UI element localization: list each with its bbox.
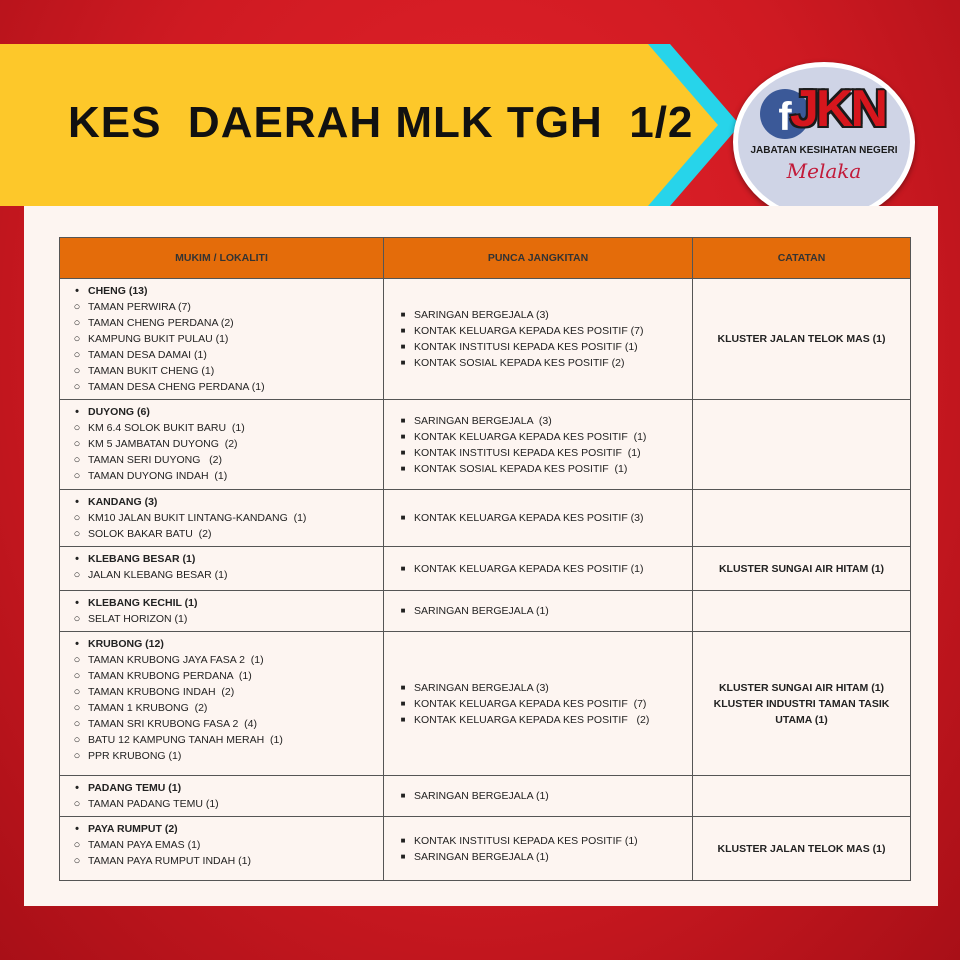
cell-punca-jangkitan — [384, 279, 693, 400]
catatan-note: KLUSTER JALAN TELOK MAS (1) — [717, 842, 886, 855]
circle-bullet-icon: ○ — [73, 702, 81, 714]
locality-list — [66, 551, 377, 583]
circle-bullet-icon: ○ — [73, 317, 81, 329]
header-catatan: CATATAN — [693, 238, 911, 279]
square-bullet-icon: ■ — [400, 714, 406, 724]
mukim-name-text: KLEBANG BESAR (1) — [88, 553, 196, 565]
table-row — [60, 632, 911, 776]
locality-item — [66, 299, 377, 315]
locality-item — [66, 420, 377, 436]
punca-item-text: SARINGAN BERGEJALA (3) — [414, 414, 552, 427]
cell-catatan — [693, 591, 911, 632]
locality-item-text: TAMAN DESA CHENG PERDANA (1) — [88, 381, 265, 393]
mukim-name-text: KLEBANG KECHIL (1) — [88, 597, 198, 609]
bullet-icon: • — [75, 285, 79, 297]
locality-item — [66, 363, 377, 379]
locality-item — [66, 684, 377, 700]
table-row — [60, 776, 911, 817]
cell-catatan — [693, 817, 911, 881]
locality-item-text: TAMAN PADANG TEMU (1) — [88, 798, 219, 810]
locality-item-text: TAMAN SERI DUYONG (2) — [88, 454, 222, 466]
square-bullet-icon: ■ — [400, 415, 406, 425]
punca-item — [392, 696, 684, 712]
locality-item-text: TAMAN KRUBONG JAYA FASA 2 (1) — [88, 654, 264, 666]
punca-list — [392, 833, 684, 865]
locality-item-text: KM 6.4 SOLOK BUKIT BARU (1) — [88, 422, 245, 434]
punca-item — [392, 510, 684, 526]
locality-item — [66, 347, 377, 363]
cell-mukim-lokaliti — [60, 490, 384, 547]
punca-item — [392, 561, 684, 577]
cell-punca-jangkitan — [384, 400, 693, 490]
locality-item — [66, 668, 377, 684]
table-row — [60, 547, 911, 591]
table-row — [60, 591, 911, 632]
punca-item-text: SARINGAN BERGEJALA (1) — [414, 605, 549, 617]
cell-catatan — [693, 490, 911, 547]
cell-punca-jangkitan — [384, 817, 693, 881]
circle-bullet-icon: ○ — [73, 670, 81, 682]
locality-item — [66, 315, 377, 331]
locality-item-text: KM10 JALAN BUKIT LINTANG-KANDANG (1) — [88, 512, 307, 524]
catatan-note: KLUSTER SUNGAI AIR HITAM (1) — [718, 562, 885, 575]
cases-table — [59, 237, 911, 881]
cell-punca-jangkitan — [384, 591, 693, 632]
square-bullet-icon: ■ — [400, 447, 406, 457]
mukim-name-text: KANDANG (3) — [88, 496, 158, 508]
square-bullet-icon: ■ — [400, 513, 406, 522]
mukim-name — [66, 821, 377, 837]
mukim-name — [66, 551, 377, 567]
circle-bullet-icon: ○ — [73, 686, 81, 698]
punca-item — [392, 849, 684, 865]
punca-item — [392, 788, 684, 804]
circle-bullet-icon: ○ — [73, 798, 81, 810]
locality-item — [66, 796, 377, 812]
bullet-icon: • — [75, 406, 79, 418]
locality-item — [66, 331, 377, 347]
locality-list — [66, 595, 377, 627]
mukim-name — [66, 283, 377, 299]
circle-bullet-icon: ○ — [73, 470, 81, 482]
circle-bullet-icon: ○ — [73, 301, 81, 313]
mukim-name — [66, 404, 377, 420]
locality-list — [66, 821, 377, 869]
locality-item — [66, 436, 377, 452]
bullet-icon: • — [75, 496, 79, 508]
locality-item-text: TAMAN KRUBONG PERDANA (1) — [88, 670, 252, 682]
locality-item — [66, 716, 377, 732]
locality-item — [66, 853, 377, 869]
cell-catatan — [693, 776, 911, 817]
locality-item — [66, 748, 377, 764]
locality-item-text: TAMAN DESA DAMAI (1) — [88, 349, 207, 361]
cell-catatan — [693, 547, 911, 591]
mukim-name — [66, 595, 377, 611]
punca-item — [392, 603, 684, 619]
locality-item — [66, 611, 377, 627]
header-punca: PUNCA JANGKITAN — [384, 238, 693, 279]
circle-bullet-icon: ○ — [73, 438, 81, 450]
punca-item-text: KONTAK INSTITUSI KEPADA KES POSITIF (1) — [414, 446, 641, 459]
cell-punca-jangkitan — [384, 632, 693, 776]
punca-item — [392, 307, 684, 323]
circle-bullet-icon: ○ — [73, 528, 81, 540]
punca-item-text: SARINGAN BERGEJALA (3) — [414, 681, 549, 694]
circle-bullet-icon: ○ — [73, 333, 81, 345]
cell-mukim-lokaliti — [60, 776, 384, 817]
square-bullet-icon: ■ — [400, 682, 406, 692]
punca-item-text: KONTAK KELUARGA KEPADA KES POSITIF (3) — [414, 512, 644, 524]
locality-item-text: SELAT HORIZON (1) — [88, 613, 188, 625]
cell-punca-jangkitan — [384, 547, 693, 591]
cell-mukim-lokaliti — [60, 279, 384, 400]
locality-item-text: TAMAN BUKIT CHENG (1) — [88, 365, 215, 377]
mukim-name-text: PADANG TEMU (1) — [88, 782, 182, 794]
circle-bullet-icon: ○ — [73, 422, 81, 434]
mukim-name-text: DUYONG (6) — [88, 406, 150, 418]
punca-item-text: KONTAK KELUARGA KEPADA KES POSITIF (7) — [414, 697, 647, 710]
locality-item — [66, 652, 377, 668]
punca-item — [392, 355, 684, 371]
square-bullet-icon: ■ — [400, 835, 406, 845]
punca-list — [392, 680, 684, 728]
punca-item-text: KONTAK INSTITUSI KEPADA KES POSITIF (1) — [414, 834, 638, 847]
cell-punca-jangkitan — [384, 776, 693, 817]
square-bullet-icon: ■ — [400, 463, 406, 473]
locality-item-text: KAMPUNG BUKIT PULAU (1) — [88, 333, 229, 345]
square-bullet-icon: ■ — [400, 342, 406, 351]
locality-item — [66, 732, 377, 748]
cell-mukim-lokaliti — [60, 400, 384, 490]
punca-item-text: SARINGAN BERGEJALA (1) — [414, 790, 549, 802]
punca-item-text: KONTAK KELUARGA KEPADA KES POSITIF (1) — [414, 430, 647, 443]
locality-item-text: JALAN KLEBANG BESAR (1) — [88, 569, 228, 581]
punca-list — [392, 561, 684, 577]
square-bullet-icon: ■ — [400, 358, 406, 367]
locality-item-text: TAMAN KRUBONG INDAH (2) — [88, 686, 235, 698]
cell-catatan — [693, 400, 911, 490]
punca-item — [392, 339, 684, 355]
locality-list — [66, 283, 377, 395]
locality-item — [66, 379, 377, 395]
table-row — [60, 400, 911, 490]
circle-bullet-icon: ○ — [73, 454, 81, 466]
locality-item — [66, 837, 377, 853]
square-bullet-icon: ■ — [400, 563, 406, 573]
locality-item — [66, 567, 377, 583]
locality-list — [66, 494, 377, 542]
punca-item — [392, 413, 684, 429]
punca-item — [392, 833, 684, 849]
catatan-note: KLUSTER JALAN TELOK MAS (1) — [717, 333, 886, 345]
square-bullet-icon: ■ — [400, 326, 406, 335]
locality-item-text: TAMAN CHENG PERDANA (2) — [88, 317, 234, 329]
square-bullet-icon: ■ — [400, 431, 406, 441]
square-bullet-icon: ■ — [400, 606, 406, 615]
mukim-name — [66, 780, 377, 796]
square-bullet-icon: ■ — [400, 310, 406, 319]
cell-punca-jangkitan — [384, 490, 693, 547]
logo-abbr: JKN — [790, 80, 886, 138]
locality-item-text: KM 5 JAMBATAN DUYONG (2) — [88, 438, 238, 450]
bullet-icon: • — [75, 823, 79, 835]
circle-bullet-icon: ○ — [73, 349, 81, 361]
content-card — [24, 206, 938, 906]
page-title: KES DAERAH MLK TGH 1/2 — [68, 98, 694, 147]
mukim-name-text: PAYA RUMPUT (2) — [88, 823, 178, 835]
locality-item-text: TAMAN PAYA RUMPUT INDAH (1) — [88, 855, 251, 867]
punca-item-text: KONTAK SOSIAL KEPADA KES POSITIF (1) — [414, 462, 628, 475]
locality-list — [66, 780, 377, 812]
table-row — [60, 817, 911, 881]
punca-item — [392, 323, 684, 339]
punca-item-text: KONTAK KELUARGA KEPADA KES POSITIF (2) — [414, 713, 650, 726]
table-header-row — [60, 238, 911, 279]
header-mukim: MUKIM / LOKALITI — [60, 238, 384, 279]
locality-item-text: PPR KRUBONG (1) — [88, 750, 182, 762]
table-row — [60, 490, 911, 547]
punca-item-text: SARINGAN BERGEJALA (1) — [414, 850, 549, 863]
locality-item-text: TAMAN DUYONG INDAH (1) — [88, 470, 228, 482]
cell-mukim-lokaliti — [60, 591, 384, 632]
cell-mukim-lokaliti — [60, 632, 384, 776]
logo-script: Melaka — [786, 159, 862, 183]
punca-item-text: SARINGAN BERGEJALA (3) — [414, 309, 549, 321]
cell-mukim-lokaliti — [60, 547, 384, 591]
punca-list — [392, 510, 684, 526]
jkn-logo — [733, 62, 915, 222]
square-bullet-icon: ■ — [400, 851, 406, 861]
catatan-note: KLUSTER SUNGAI AIR HITAM (1) — [718, 681, 885, 694]
locality-item-text: TAMAN PAYA EMAS (1) — [88, 839, 201, 851]
locality-item — [66, 510, 377, 526]
mukim-name — [66, 494, 377, 510]
locality-item-text: TAMAN SRI KRUBONG FASA 2 (4) — [88, 718, 258, 730]
circle-bullet-icon: ○ — [73, 365, 81, 377]
locality-item-text: SOLOK BAKAR BATU (2) — [88, 528, 212, 540]
circle-bullet-icon: ○ — [73, 734, 81, 746]
square-bullet-icon: ■ — [400, 791, 406, 800]
square-bullet-icon: ■ — [400, 698, 406, 708]
punca-item — [392, 680, 684, 696]
punca-list — [392, 307, 684, 371]
circle-bullet-icon: ○ — [73, 512, 81, 524]
locality-item — [66, 700, 377, 716]
mukim-name-text: CHENG (13) — [88, 285, 148, 297]
circle-bullet-icon: ○ — [73, 839, 81, 851]
punca-list — [392, 603, 684, 619]
punca-item-text: KONTAK SOSIAL KEPADA KES POSITIF (2) — [414, 357, 625, 369]
circle-bullet-icon: ○ — [73, 569, 81, 581]
bullet-icon: • — [75, 553, 79, 565]
circle-bullet-icon: ○ — [73, 718, 81, 730]
bullet-icon: • — [75, 782, 79, 794]
facebook-icon: f — [760, 89, 810, 139]
circle-bullet-icon: ○ — [73, 654, 81, 666]
locality-list — [66, 404, 377, 484]
locality-item — [66, 468, 377, 484]
locality-item — [66, 526, 377, 542]
catatan-note: KLUSTER INDUSTRI TAMAN TASIK UTAMA (1) — [713, 697, 890, 726]
cell-catatan — [693, 632, 911, 776]
cell-catatan — [693, 279, 911, 400]
punca-item — [392, 429, 684, 445]
punca-item-text: KONTAK KELUARGA KEPADA KES POSITIF (7) — [414, 325, 644, 337]
circle-bullet-icon: ○ — [73, 381, 81, 393]
punca-item-text: KONTAK INSTITUSI KEPADA KES POSITIF (1) — [414, 341, 638, 353]
circle-bullet-icon: ○ — [73, 855, 81, 867]
punca-item-text: KONTAK KELUARGA KEPADA KES POSITIF (1) — [414, 562, 644, 575]
punca-item — [392, 712, 684, 728]
locality-item-text: BATU 12 KAMPUNG TANAH MERAH (1) — [88, 734, 283, 746]
circle-bullet-icon: ○ — [73, 613, 81, 625]
mukim-name-text: KRUBONG (12) — [88, 638, 164, 650]
locality-item-text: TAMAN 1 KRUBONG (2) — [88, 702, 208, 714]
punca-item — [392, 445, 684, 461]
table-row — [60, 279, 911, 400]
cell-mukim-lokaliti — [60, 817, 384, 881]
logo-subtitle: JABATAN KESIHATAN NEGERI — [750, 145, 898, 156]
punca-item — [392, 461, 684, 477]
circle-bullet-icon: ○ — [73, 750, 81, 762]
locality-list — [66, 636, 377, 764]
locality-item — [66, 452, 377, 468]
bullet-icon: • — [75, 638, 79, 650]
punca-list — [392, 788, 684, 804]
mukim-name — [66, 636, 377, 652]
locality-item-text: TAMAN PERWIRA (7) — [88, 301, 191, 313]
bullet-icon: • — [75, 597, 79, 609]
punca-list — [392, 413, 684, 477]
